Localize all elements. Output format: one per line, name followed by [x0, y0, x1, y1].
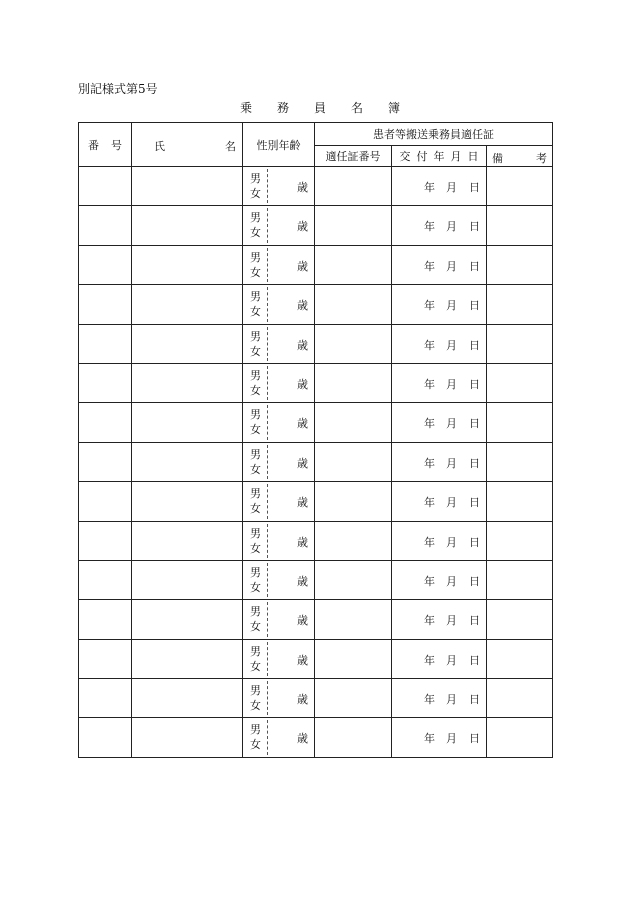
gender-options: 男 女 [250, 487, 261, 516]
day-unit: 日 [469, 574, 480, 588]
remarks-cell[interactable] [487, 679, 553, 718]
age-unit: 歳 [297, 693, 308, 707]
age-unit: 歳 [297, 574, 308, 588]
month-unit: 月 [446, 181, 457, 194]
day-unit: 日 [469, 181, 480, 194]
name-cell[interactable] [132, 363, 243, 402]
issue-date-cell[interactable] [392, 206, 487, 245]
remarks-cell[interactable] [487, 521, 553, 560]
header-name: 氏 名 [132, 123, 243, 167]
certificate-number-cell[interactable] [315, 482, 392, 521]
header-number: 番 号 [79, 123, 132, 167]
gender-options: 男 女 [250, 447, 261, 476]
certificate-number-cell[interactable] [315, 206, 392, 245]
issue-date-cell[interactable] [392, 521, 487, 560]
issue-date-cell[interactable] [392, 245, 487, 284]
issue-date-cell[interactable] [392, 285, 487, 324]
month-unit: 月 [446, 653, 457, 667]
gender-age-cell[interactable] [243, 521, 315, 560]
month-unit: 月 [446, 299, 457, 313]
table-row [79, 442, 553, 481]
remarks-cell[interactable] [487, 718, 553, 757]
month-unit: 月 [446, 338, 457, 352]
certificate-number-cell[interactable] [315, 521, 392, 560]
title-char: 員 [314, 101, 327, 115]
month-unit: 月 [446, 456, 457, 470]
number-cell[interactable] [79, 560, 132, 599]
remarks-cell[interactable] [487, 403, 553, 442]
issue-date-cell[interactable] [392, 600, 487, 639]
day-unit: 日 [469, 693, 480, 707]
gender-options: 男 女 [250, 290, 261, 319]
year-unit: 年 [424, 299, 435, 313]
dashed-divider [267, 248, 268, 282]
name-cell[interactable] [132, 560, 243, 599]
table-row [79, 167, 553, 206]
header-certificate-group: 患者等搬送乗務員適任証 [315, 123, 553, 146]
year-unit: 年 [424, 496, 435, 510]
certificate-number-cell[interactable] [315, 600, 392, 639]
gender-age-cell[interactable] [243, 679, 315, 718]
month-unit: 月 [446, 535, 457, 549]
dashed-divider [267, 524, 268, 558]
dashed-divider [267, 169, 268, 203]
issue-date-cell[interactable] [392, 403, 487, 442]
title-char: 務 [277, 101, 290, 115]
issue-date-cell[interactable] [392, 324, 487, 363]
age-unit: 歳 [297, 181, 308, 194]
table-row [79, 285, 553, 324]
year-unit: 年 [424, 732, 435, 746]
remarks-cell[interactable] [487, 560, 553, 599]
year-unit: 年 [424, 653, 435, 667]
year-unit: 年 [424, 456, 435, 470]
age-unit: 歳 [297, 417, 308, 431]
number-cell[interactable] [79, 679, 132, 718]
day-unit: 日 [469, 653, 480, 667]
age-unit: 歳 [297, 220, 308, 234]
gender-options: 男 女 [250, 172, 261, 200]
gender-options: 男 女 [250, 250, 261, 279]
table-row [79, 324, 553, 363]
header-gender-age: 性別年齢 [243, 123, 315, 167]
gender-age-cell[interactable] [243, 363, 315, 402]
number-cell[interactable] [79, 442, 132, 481]
gender-age-cell[interactable] [243, 167, 315, 206]
dashed-divider [267, 720, 268, 754]
month-unit: 月 [446, 732, 457, 746]
age-unit: 歳 [297, 456, 308, 470]
age-unit: 歳 [297, 732, 308, 746]
year-unit: 年 [424, 614, 435, 628]
number-cell[interactable] [79, 285, 132, 324]
issue-date-cell[interactable] [392, 482, 487, 521]
remarks-cell[interactable] [487, 167, 553, 206]
issue-date-cell[interactable] [392, 639, 487, 678]
day-unit: 日 [469, 338, 480, 352]
certificate-number-cell[interactable] [315, 718, 392, 757]
month-unit: 月 [446, 614, 457, 628]
number-cell[interactable] [79, 167, 132, 206]
gender-options: 男 女 [250, 408, 261, 437]
document-title [240, 99, 425, 116]
certificate-number-cell[interactable] [315, 560, 392, 599]
year-unit: 年 [424, 220, 435, 234]
gender-options: 男 女 [250, 368, 261, 397]
table-row [79, 639, 553, 678]
name-cell[interactable] [132, 403, 243, 442]
age-unit: 歳 [297, 338, 308, 352]
issue-date-cell[interactable] [392, 718, 487, 757]
remarks-cell[interactable] [487, 363, 553, 402]
number-cell[interactable] [79, 363, 132, 402]
gender-options: 男 女 [250, 526, 261, 555]
gender-age-cell[interactable] [243, 403, 315, 442]
number-cell[interactable] [79, 718, 132, 757]
month-unit: 月 [446, 574, 457, 588]
day-unit: 日 [469, 732, 480, 746]
number-cell[interactable] [79, 324, 132, 363]
gender-age-cell[interactable] [243, 324, 315, 363]
table-row [79, 482, 553, 521]
dashed-divider [267, 327, 268, 361]
header-certificate-number: 適任証番号 [315, 146, 392, 167]
certificate-number-cell[interactable] [315, 639, 392, 678]
issue-date-cell[interactable] [392, 363, 487, 402]
remarks-cell[interactable] [487, 600, 553, 639]
table-row [79, 718, 553, 757]
month-unit: 月 [446, 417, 457, 431]
year-unit: 年 [424, 574, 435, 588]
table-row [79, 560, 553, 599]
year-unit: 年 [424, 693, 435, 707]
age-unit: 歳 [297, 259, 308, 273]
month-unit: 月 [446, 693, 457, 707]
gender-age-cell[interactable] [243, 442, 315, 481]
gender-age-cell[interactable] [243, 285, 315, 324]
number-cell[interactable] [79, 521, 132, 560]
number-cell[interactable] [79, 482, 132, 521]
number-cell[interactable] [79, 245, 132, 284]
year-unit: 年 [424, 535, 435, 549]
issue-date-cell[interactable] [392, 167, 487, 206]
issue-date-cell[interactable] [392, 442, 487, 481]
gender-age-cell[interactable] [243, 600, 315, 639]
name-cell[interactable] [132, 167, 243, 206]
day-unit: 日 [469, 496, 480, 510]
age-unit: 歳 [297, 653, 308, 667]
title-char: 簿 [388, 101, 401, 115]
remarks-cell[interactable] [487, 639, 553, 678]
month-unit: 月 [446, 259, 457, 273]
issue-date-cell[interactable] [392, 560, 487, 599]
certificate-number-cell[interactable] [315, 442, 392, 481]
age-unit: 歳 [297, 377, 308, 391]
gender-age-cell[interactable] [243, 482, 315, 521]
dashed-divider [267, 366, 268, 400]
year-unit: 年 [424, 338, 435, 352]
dashed-divider [267, 405, 268, 439]
day-unit: 日 [469, 535, 480, 549]
gender-age-cell[interactable] [243, 245, 315, 284]
month-unit: 月 [446, 377, 457, 391]
name-cell[interactable] [132, 285, 243, 324]
gender-options: 男 女 [250, 605, 261, 634]
year-unit: 年 [424, 417, 435, 431]
gender-options: 男 女 [250, 211, 261, 240]
age-unit: 歳 [297, 614, 308, 628]
age-unit: 歳 [297, 496, 308, 510]
name-cell[interactable] [132, 442, 243, 481]
remarks-cell[interactable] [487, 324, 553, 363]
certificate-number-cell[interactable] [315, 167, 392, 206]
table-row [79, 245, 553, 284]
year-unit: 年 [424, 377, 435, 391]
issue-date-cell[interactable] [392, 679, 487, 718]
name-cell[interactable] [132, 718, 243, 757]
day-unit: 日 [469, 299, 480, 313]
name-cell[interactable] [132, 521, 243, 560]
table-row [79, 403, 553, 442]
year-unit: 年 [424, 259, 435, 273]
name-cell[interactable] [132, 245, 243, 284]
certificate-number-cell[interactable] [315, 324, 392, 363]
dashed-divider [267, 563, 268, 597]
gender-age-cell[interactable] [243, 560, 315, 599]
header-remarks: 備 考 [487, 146, 553, 167]
remarks-cell[interactable] [487, 442, 553, 481]
year-unit: 年 [424, 181, 435, 194]
name-cell[interactable] [132, 639, 243, 678]
gender-age-cell[interactable] [243, 718, 315, 757]
name-cell[interactable] [132, 679, 243, 718]
remarks-cell[interactable] [487, 482, 553, 521]
age-unit: 歳 [297, 299, 308, 313]
day-unit: 日 [469, 456, 480, 470]
gender-age-cell[interactable] [243, 206, 315, 245]
day-unit: 日 [469, 417, 480, 431]
table-row [79, 679, 553, 718]
number-cell[interactable] [79, 403, 132, 442]
number-cell[interactable] [79, 600, 132, 639]
remarks-cell[interactable] [487, 245, 553, 284]
gender-options: 男 女 [250, 644, 261, 673]
certificate-number-cell[interactable] [315, 403, 392, 442]
certificate-number-cell[interactable] [315, 363, 392, 402]
crew-roster-table [78, 122, 553, 758]
dashed-divider [267, 445, 268, 479]
gender-options: 男 女 [250, 684, 261, 713]
title-char: 名 [351, 101, 364, 115]
day-unit: 日 [469, 220, 480, 234]
gender-options: 男 女 [250, 565, 261, 594]
remarks-cell[interactable] [487, 206, 553, 245]
certificate-number-cell[interactable] [315, 679, 392, 718]
table-row [79, 521, 553, 560]
age-unit: 歳 [297, 535, 308, 549]
month-unit: 月 [446, 220, 457, 234]
day-unit: 日 [469, 259, 480, 273]
dashed-divider [267, 208, 268, 242]
dashed-divider [267, 602, 268, 636]
table-row [79, 206, 553, 245]
dashed-divider [267, 484, 268, 518]
table-row [79, 363, 553, 402]
dashed-divider [267, 287, 268, 321]
remarks-cell[interactable] [487, 285, 553, 324]
name-cell[interactable] [132, 600, 243, 639]
number-cell[interactable] [79, 639, 132, 678]
header-issue-date: 交 付 年 月 日 [392, 146, 487, 167]
day-unit: 日 [469, 614, 480, 628]
dashed-divider [267, 642, 268, 676]
certificate-number-cell[interactable] [315, 245, 392, 284]
dashed-divider [267, 681, 268, 715]
certificate-number-cell[interactable] [315, 285, 392, 324]
number-cell[interactable] [79, 206, 132, 245]
gender-age-cell[interactable] [243, 639, 315, 678]
name-cell[interactable] [132, 206, 243, 245]
title-char: 乗 [240, 101, 253, 115]
name-cell[interactable] [132, 482, 243, 521]
gender-options: 男 女 [250, 329, 261, 358]
day-unit: 日 [469, 377, 480, 391]
gender-options: 男 女 [250, 723, 261, 752]
name-cell[interactable] [132, 324, 243, 363]
form-number-label: 別記様式第5号 [78, 82, 158, 96]
month-unit: 月 [446, 496, 457, 510]
table-row [79, 600, 553, 639]
